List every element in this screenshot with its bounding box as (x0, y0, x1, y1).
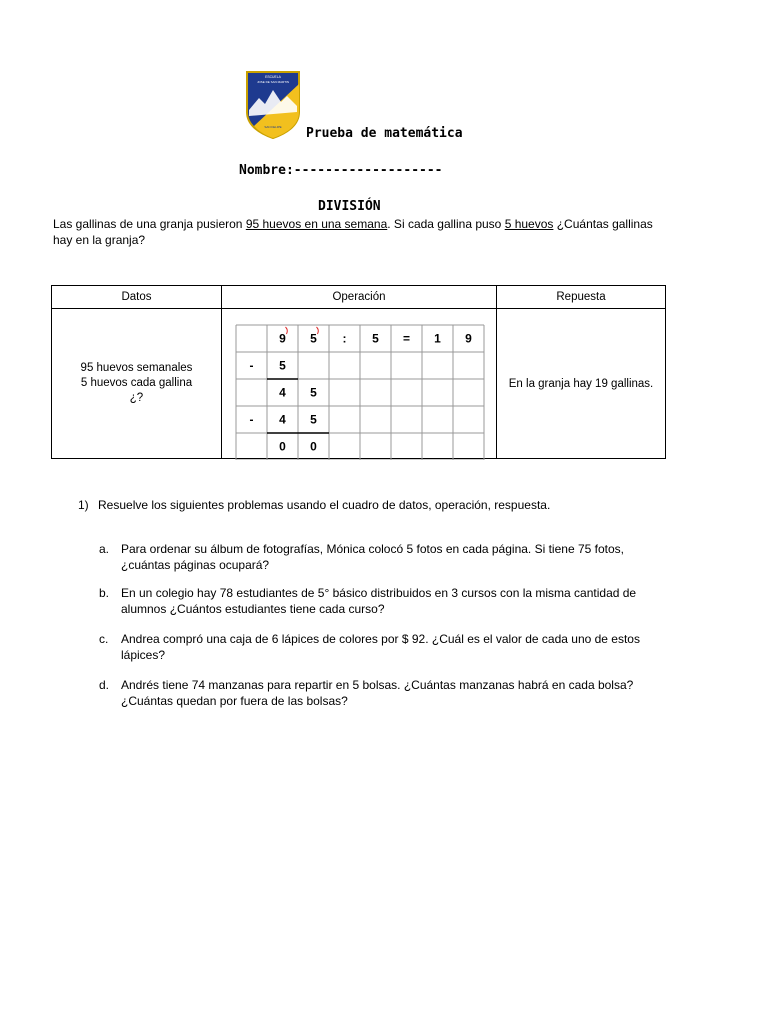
header-datos: Datos (52, 286, 222, 309)
name-field (239, 163, 443, 178)
datos-line-1: 95 huevos semanales (80, 362, 193, 374)
grid-cell-value: 5 (310, 385, 317, 400)
header-operacion: Operación (222, 286, 497, 309)
problem-d-text: Andrés tiene 74 manzanas para repartir en 5 bolsas. ¿Cuántas manzanas habrá en cada bolsa? ¿Cuántas quedan por fuera de las bolsas? (121, 678, 634, 708)
datos-line-3: ¿? (129, 392, 144, 404)
grid-cell-value: 4 (279, 385, 286, 400)
school-logo (245, 70, 301, 140)
problem-underlined-1: 95 huevos en una semana (245, 217, 388, 231)
problem-b (99, 585, 669, 617)
logo-text-3: SAN FELIPE (264, 125, 282, 129)
grid-cell-value: - (249, 358, 254, 373)
grid-cell-value: 9 (279, 331, 286, 346)
problem-a-letter: a. (99, 542, 110, 556)
document-title: Prueba de matemática (306, 126, 463, 141)
header-repuesta: Repuesta (497, 286, 666, 309)
problem-underlined-2: 5 huevos (504, 217, 554, 231)
problem-c-letter: c. (99, 632, 109, 646)
grid-cell-value: = (402, 331, 411, 346)
grid-cell-value: : (342, 331, 347, 346)
problem-d (99, 677, 669, 709)
grid-cell-value: 1 (434, 331, 441, 346)
instruction-number: 1) (78, 498, 89, 512)
grid-cell-value: 5 (310, 331, 317, 346)
problem-d-letter: d. (99, 678, 110, 692)
logo-text-1: ESCUELA (265, 75, 281, 79)
logo-text-2: JOSE DE SAN MARTIN (256, 80, 290, 84)
name-line: ------------------- (293, 163, 443, 178)
division-grid (235, 324, 487, 465)
problem-text-2: . Si cada gallina puso (387, 217, 505, 231)
problem-a-text: Para ordenar su álbum de fotografías, Mónica colocó 5 fotos en cada página. Si tiene 75 fotos, ¿cuántas páginas ocupará? (121, 542, 624, 572)
problem-text-1: Las gallinas de una granja pusieron (53, 217, 246, 231)
datos-cell (52, 309, 222, 459)
grid-cell-value: 9 (465, 331, 472, 346)
respuesta-cell: En la granja hay 19 gallinas. (497, 309, 666, 459)
problem-text-3: ¿Cuántas gallinas hay en la granja? (53, 217, 653, 247)
name-label: Nombre: (239, 163, 294, 178)
grid-cell-value: 5 (279, 358, 286, 373)
instruction-text: Resuelve los siguientes problemas usando el cuadro de datos, operación, respuesta. (98, 498, 551, 512)
datos-line-2: 5 huevos cada gallina (80, 377, 193, 389)
problem-c (99, 631, 669, 663)
section-title: DIVISIÓN (318, 199, 381, 214)
grid-cell-value: 5 (372, 331, 379, 346)
problem-b-text: En un colegio hay 78 estudiantes de 5° básico distribuidos en 3 cursos con la misma cantidad de alumnos ¿Cuántos estudiantes tiene cada curso? (121, 586, 637, 616)
grid-cell-value: 0 (310, 439, 317, 454)
grid-cell-value: 4 (279, 412, 286, 427)
grid-cell-value: - (249, 412, 254, 427)
grid-cell-value: 0 (279, 439, 286, 454)
grid-cell-value: 5 (310, 412, 317, 427)
problem-c-text: Andrea compró una caja de 6 lápices de colores por $ 92. ¿Cuál es el valor de cada uno de estos lápices? (121, 632, 640, 662)
problem-b-letter: b. (99, 586, 110, 600)
problem-statement (53, 216, 653, 248)
instruction-1 (78, 498, 678, 514)
problem-a (99, 541, 669, 573)
